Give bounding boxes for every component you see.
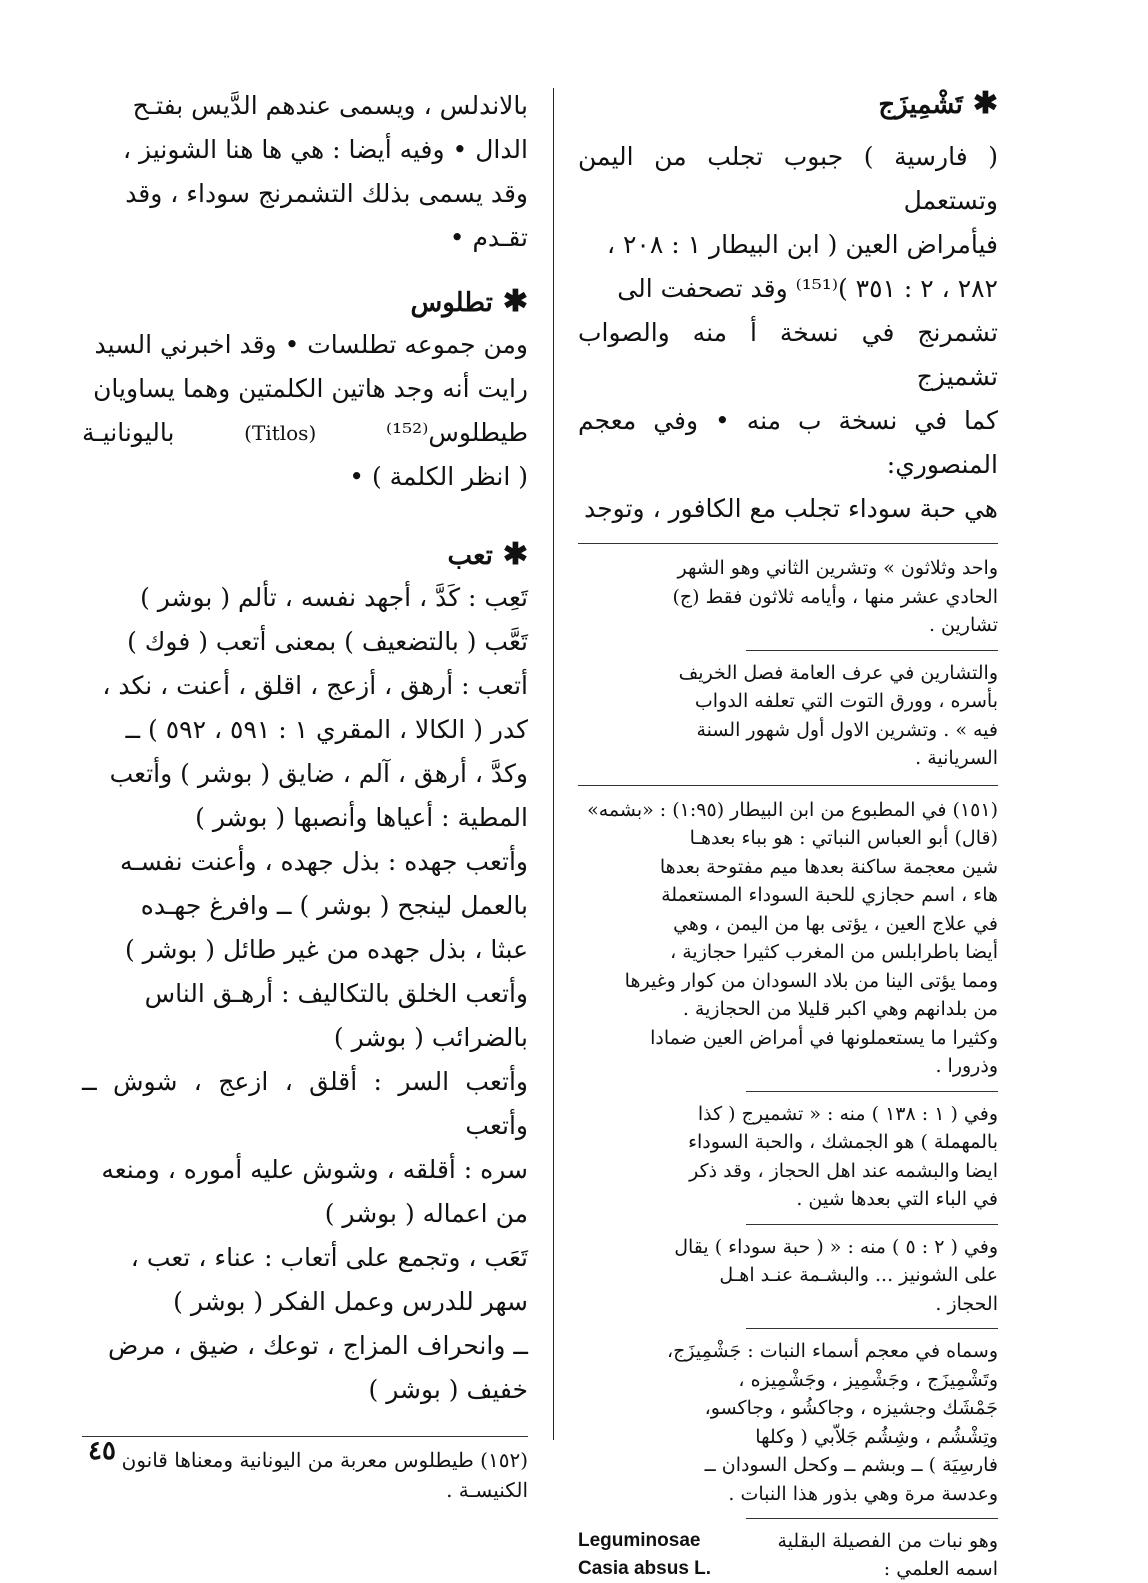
note-line: السريانية . xyxy=(915,747,998,769)
note-line: بأسره ، وورق التوت التي تعلفه الدواب xyxy=(694,690,998,712)
greek-term-line xyxy=(82,411,528,455)
footnote-separator xyxy=(578,543,998,544)
footnote-line: وفي ( ٢ : ٥ ) منه : « ( حبة سوداء ) يقال xyxy=(674,1235,998,1258)
greek-term-latin: (Titlos) xyxy=(244,421,317,445)
note-line: والتشارين في عرف العامة فصل الخريف xyxy=(678,661,998,684)
text-line: ومن جموعه تطلسات • وقد اخبرني السيد xyxy=(94,330,528,359)
text-line: وأتعب السر : أقلق ، ازعج ، شوش ــ وأتعب xyxy=(82,1067,528,1140)
footnote-line: في علاج العين ، يؤتى بها من اليمن ، وهي xyxy=(673,912,998,935)
text-line: تقـدم • xyxy=(449,223,528,252)
note-line: واحد وثلاثون » وتشرين الثاني وهو الشهر xyxy=(677,557,998,579)
note-separator xyxy=(746,1091,998,1092)
text-line: رايت أنه وجد هاتين الكلمتين وهما يساويان xyxy=(93,374,528,403)
latin-term-row xyxy=(578,1555,998,1583)
footnote-line: وفي ( ١ : ١٣٨ ) منه : « تشميرج ( كذا xyxy=(697,1102,998,1125)
note-separator xyxy=(746,1518,998,1519)
note-separator xyxy=(746,650,998,651)
note-line: فيه » . وتشرين الاول أول شهور السنة xyxy=(696,718,998,741)
entry-heading xyxy=(82,282,528,323)
latin-term-row xyxy=(578,1527,998,1555)
footnote-line: أيضا باطرابلس من المغرب كثيرا حجازية ، xyxy=(670,941,998,963)
footnote-separator xyxy=(578,785,998,786)
column-divider xyxy=(553,88,554,1440)
text-line: وأتعب جهده : بذل جهده ، وأعنت نفسـه xyxy=(119,847,528,876)
footnote-line: جَمْشَك وجشيزه ، وجاكشُو ، وجاكسو، xyxy=(704,1397,998,1419)
text-line: وكدَّ ، أرهق ، آلم ، ضايق ( بوشر ) وأتعب xyxy=(109,759,528,788)
latin-term: Casia absus L. xyxy=(578,1558,712,1579)
text-line: الدال • وفيه أيضا : هي ها هنا الشونيز ، xyxy=(123,135,528,164)
footnote-line: وسماه في معجم أسماء النبات : جَشْمِيزَج، xyxy=(666,1340,998,1362)
note-separator xyxy=(746,1224,998,1225)
footnote-line: وعدسة مرة وهي بذور هذا النبات . xyxy=(728,1482,998,1505)
footnote-line: وذرورا . xyxy=(935,1055,998,1077)
latin-row-arabic: وهو نبات من الفصيلة البقلية xyxy=(777,1530,998,1552)
text-line: أتعب : أرهق ، أزعج ، اقلق ، أعنت ، نكد ، xyxy=(102,671,528,700)
text-line: المطية : أعياها وأنصبها ( بوشر ) xyxy=(195,803,528,832)
footnote-separator xyxy=(82,1436,528,1437)
footnote-line: شين معجمة ساكنة بعدها ميم مفتوحة بعدها xyxy=(659,855,998,878)
text-line: فيأمراض العين ( ابن البيطار ١ : ٢٠٨ ، xyxy=(606,230,998,259)
footnote-line: وكثيرا ما يستعملونها في أمراض العين ضمادا xyxy=(650,1026,998,1049)
latin-term: Leguminosae xyxy=(578,1530,701,1551)
text-line: وقد يسمى بذلك التشمرنج سوداء ، وقد xyxy=(125,179,528,208)
text-line: ( فارسية ) جبوب تجلب من اليمن وتستعمل xyxy=(578,142,998,215)
text-line: عبثا ، بذل جهده من غير طائل ( بوشر ) xyxy=(124,935,528,964)
footnote-line: بالمهملة ) هو الجمشك ، والحبة السوداء xyxy=(688,1131,998,1153)
text-line: سره : أقلقه ، وشوش عليه أموره ، ومنعه xyxy=(101,1155,528,1184)
footnote-line: وتَشْمِيزَج ، وجَشْمِيز ، وجَشْمِيزه ، xyxy=(738,1368,998,1391)
text-line: وأتعب الخلق بالتكاليف : أرهـق الناس xyxy=(144,979,528,1008)
footnote-line: على الشونيز ... والبشـمة عنـد اهـل xyxy=(719,1264,998,1286)
footnote-line: (١٥٢) طيطلوس معربة من اليونانية ومعناها قانون xyxy=(121,1448,528,1472)
text-line: تَعَب ، وتجمع على أتعاب : عناء ، تعب ، xyxy=(130,1243,528,1272)
entry-heading xyxy=(578,84,998,125)
footnote-line: ومما يؤتى الينا من بلاد السودان من كوار وغيرها xyxy=(624,969,998,992)
footnote-line: (قال) أبو العباس النباتي : هو بباء بعدهـا xyxy=(689,827,998,849)
text-line: ( انظر الكلمة ) • xyxy=(349,462,528,491)
text-line: بالضرائب ( بوشر ) xyxy=(333,1023,528,1052)
footnote-line: من بلدانهم وهي اكبر قليلا من الحجازية . xyxy=(682,998,998,1020)
headword: تَشْمِيزَج xyxy=(878,90,963,120)
text-line: سهر للدرس وعمل الفكر ( بوشر ) xyxy=(173,1287,528,1316)
text-line: تَعَّب ( بالتضعيف ) بمعنى أتعب ( فوك ) xyxy=(127,627,528,656)
text-line: تَعِب : كَدَّ ، أجهد نفسه ، تألم ( بوشر ) xyxy=(140,583,528,612)
note-line: تشارين . xyxy=(928,614,998,636)
right-column xyxy=(578,84,998,1583)
note-line: الحادي عشر منها ، وأيامه ثلاثون فقط (ج) xyxy=(672,585,998,608)
headword: تعب xyxy=(447,541,493,571)
text-line: هي حبة سوداء تجلب مع الكافور ، وتوجد xyxy=(584,494,998,523)
footnote-line: هاء ، اسم حجازي للحبة السوداء المستعملة xyxy=(661,884,998,906)
footnote-line: وتِشْشُم ، وشِشُم جَلاّبي ( وكلها xyxy=(755,1425,998,1448)
footnote-line: الحجاز . xyxy=(935,1292,998,1315)
asterisk-icon: ✱ xyxy=(972,86,998,121)
asterisk-icon: ✱ xyxy=(502,284,528,319)
page-number: ٤٥ xyxy=(88,1436,116,1466)
text-line: خفيف ( بوشر ) xyxy=(368,1375,528,1404)
asterisk-icon: ✱ xyxy=(502,537,528,572)
footnote-line: في الباء التي بعدها شين . xyxy=(796,1188,998,1210)
footnote-line: (١٥١) في المطبوع من ابن البيطار (١:٩٥) : «بشمه» xyxy=(587,798,998,821)
text-line: كما في نسخة ب منه • وفي معجم المنصوري: xyxy=(578,406,998,479)
text-line: بالعمل لينجح ( بوشر ) ــ وافرغ جهـده xyxy=(140,891,528,920)
headword: تطلوس xyxy=(410,288,493,318)
footnote-line: فارسِيَة ) ــ وبشم ــ وكحل السودان ــ xyxy=(704,1454,998,1476)
left-column xyxy=(82,84,528,1505)
text-line: تشمرنج في نسخة أ منه والصواب تشميزج xyxy=(578,318,998,391)
greek-term-arabic: طيطلوس⁽¹⁵²⁾ xyxy=(385,418,528,447)
note-separator xyxy=(746,1328,998,1329)
text-line: كدر ( الكالا ، المقري ١ : ٥٩١ ، ٥٩٢ ) ــ xyxy=(125,715,528,744)
greek-term-tail: باليونانيـة xyxy=(82,418,175,447)
footnote-line: الكنيسـة . xyxy=(446,1478,528,1502)
entry-heading xyxy=(82,535,528,576)
text-line: ــ وانحراف المزاج ، توعك ، ضيق ، مرض xyxy=(108,1331,528,1360)
text-line: ٢٨٢ ، ٢ : ٣٥١ )⁽¹⁵¹⁾ وقد تصحفت الى xyxy=(617,274,998,303)
text-line: بالاندلس ، ويسمى عندهم الدَّيس بفتـح xyxy=(132,91,528,120)
footnote-line: ايضا والبشمه عند اهل الحجاز ، وقد ذكر xyxy=(689,1159,998,1182)
text-line: من اعماله ( بوشر ) xyxy=(324,1199,528,1228)
latin-row-arabic: اسمه العلمي : xyxy=(883,1558,998,1580)
